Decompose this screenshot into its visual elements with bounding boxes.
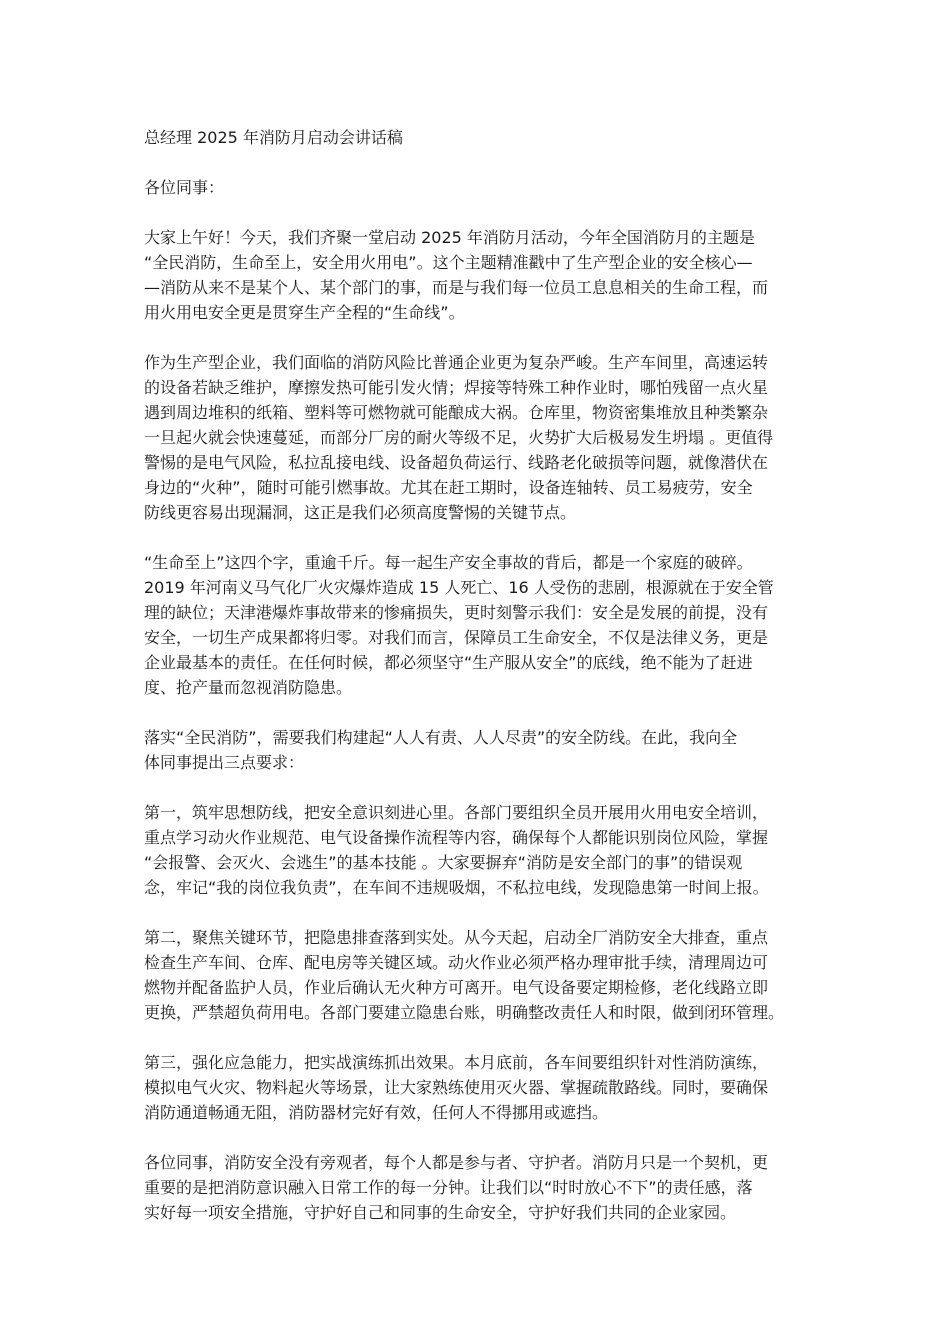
paragraph-life-first (144, 550, 810, 700)
text-line: 重点学习动火作业规范、电气设备操作流程等内容，确保每个人都能识别岗位风险，掌握 (144, 828, 769, 847)
text-line: 念，牢记“我的岗位我负责”，在车间不违规吸烟，不私拉电线，发现隐患第一时间上报。 (144, 878, 769, 897)
text-line: 作为生产型企业，我们面临的消防风险比普通企业更为复杂严峻。生产车间里，高速运转 (144, 353, 769, 372)
text-line: 用火用电安全更是贯穿生产全程的“生命线”。 (144, 303, 465, 322)
text-line: 更换，严禁超负荷用电。各部门要建立隐患台账，明确整改责任人和时限，做到闭环管理。 (144, 1003, 785, 1022)
text-line: “会报警、会灭火、会逃生”的基本技能 。大家要摒弃“消防是安全部门的事”的错误观 (144, 853, 743, 872)
paragraph-requirements-intro (144, 725, 810, 775)
text-line: 大家上午好！今天，我们齐聚一堂启动 2025 年消防月活动，今年全国消防月的主题是 (144, 228, 755, 247)
text-line: 安全，一切生产成果都将归零。对我们而言，保障员工生命安全，不仅是法律义务，更是 (144, 628, 769, 647)
text-line: 体同事提出三点要求： (144, 753, 305, 772)
text-line: 各位同事，消防安全没有旁观者，每个人都是参与者、守护者。消防月只是一个契机，更 (144, 1153, 769, 1172)
text-line: 燃物并配备监护人员，作业后确认无火种方可离开。电气设备要定期检修，老化线路立即 (144, 978, 769, 997)
text-line: “生命至上”这四个字，重逾千斤。每一起生产安全事故的背后，都是一个家庭的破碎。 (144, 553, 753, 572)
paragraph-requirement-1 (144, 800, 810, 900)
text-line: 一旦起火就会快速蔓延，而部分厂房的耐火等级不足，火势扩大后极易发生坍塌 。更值得 (144, 428, 774, 447)
paragraph-greeting (144, 225, 810, 325)
paragraph-risks (144, 350, 810, 525)
text-line: 企业最基本的责任。在任何时候，都必须坚守“生产服从安全”的底线，绝不能为了赶进 (144, 653, 753, 672)
document-title: 总经理 2025 年消防月启动会讲话稿 (144, 128, 403, 147)
text-line: 遇到周边堆积的纸箱、塑料等可燃物就可能酿成大祸。仓库里，物资密集堆放且种类繁杂 (144, 403, 769, 422)
salutation: 各位同事： (144, 178, 225, 197)
text-line: 理的缺位；天津港爆炸事故带来的惨痛损失，更时刻警示我们：安全是发展的前提，没有 (144, 603, 769, 622)
text-line: 第一，筑牢思想防线，把安全意识刻进心里。各部门要组织全员开展用火用电安全培训， (144, 803, 769, 822)
paragraph-requirement-2 (144, 925, 810, 1025)
paragraph-closing (144, 1150, 810, 1225)
document-page (144, 125, 810, 1250)
text-line: 身边的“火种”，随时可能引燃事故。尤其在赶工期时，设备连轴转、员工易疲劳，安全 (144, 478, 753, 497)
text-line: 消防通道畅通无阻，消防器材完好有效，任何人不得挪用或遮挡。 (144, 1103, 609, 1122)
text-line: 2019 年河南义马气化厂火灾爆炸造成 15 人死亡、16 人受伤的悲剧，根源就在于安全管 (144, 578, 774, 597)
text-line: “全民消防，生命至上，安全用火用电”。这个主题精准戳中了生产型企业的安全核心— (144, 253, 753, 272)
text-line: 的设备若缺乏维护，摩擦发热可能引发火情；焊接等特殊工种作业时，哪怕残留一点火星 (144, 378, 769, 397)
text-line: 重要的是把消防意识融入日常工作的每一分钟。让我们以“时时放心不下”的责任感，落 (144, 1178, 753, 1197)
text-line: 第二，聚焦关键环节，把隐患排查落到实处。从今天起，启动全厂消防安全大排查，重点 (144, 928, 769, 947)
text-line: 实好每一项安全措施，守护好自己和同事的生命安全，守护好我们共同的企业家园。 (144, 1203, 737, 1222)
text-line: 警惕的是电气风险，私拉乱接电线、设备超负荷运行、线路老化破损等问题，就像潜伏在 (144, 453, 769, 472)
paragraph-requirement-3 (144, 1050, 810, 1125)
text-line: 第三，强化应急能力，把实战演练抓出效果。本月底前，各车间要组织针对性消防演练， (144, 1053, 769, 1072)
text-line: 落实“全民消防”，需要我们构建起“人人有责、人人尽责”的安全防线。在此，我向全 (144, 728, 738, 747)
text-line: 度、抢产量而忽视消防隐患。 (144, 678, 353, 697)
text-line: 防线更容易出现漏洞，这正是我们必须高度警惕的关键节点。 (144, 503, 577, 522)
text-line: 检查生产车间、仓库、配电房等关键区域。动火作业必须严格办理审批手续，清理周边可 (144, 953, 769, 972)
text-line: —消防从来不是某个人、某个部门的事，而是与我们每一位员工息息相关的生命工程，而 (144, 278, 769, 297)
text-line: 模拟电气火灾、物料起火等场景，让大家熟练使用灭火器、掌握疏散路线。同时，要确保 (144, 1078, 769, 1097)
